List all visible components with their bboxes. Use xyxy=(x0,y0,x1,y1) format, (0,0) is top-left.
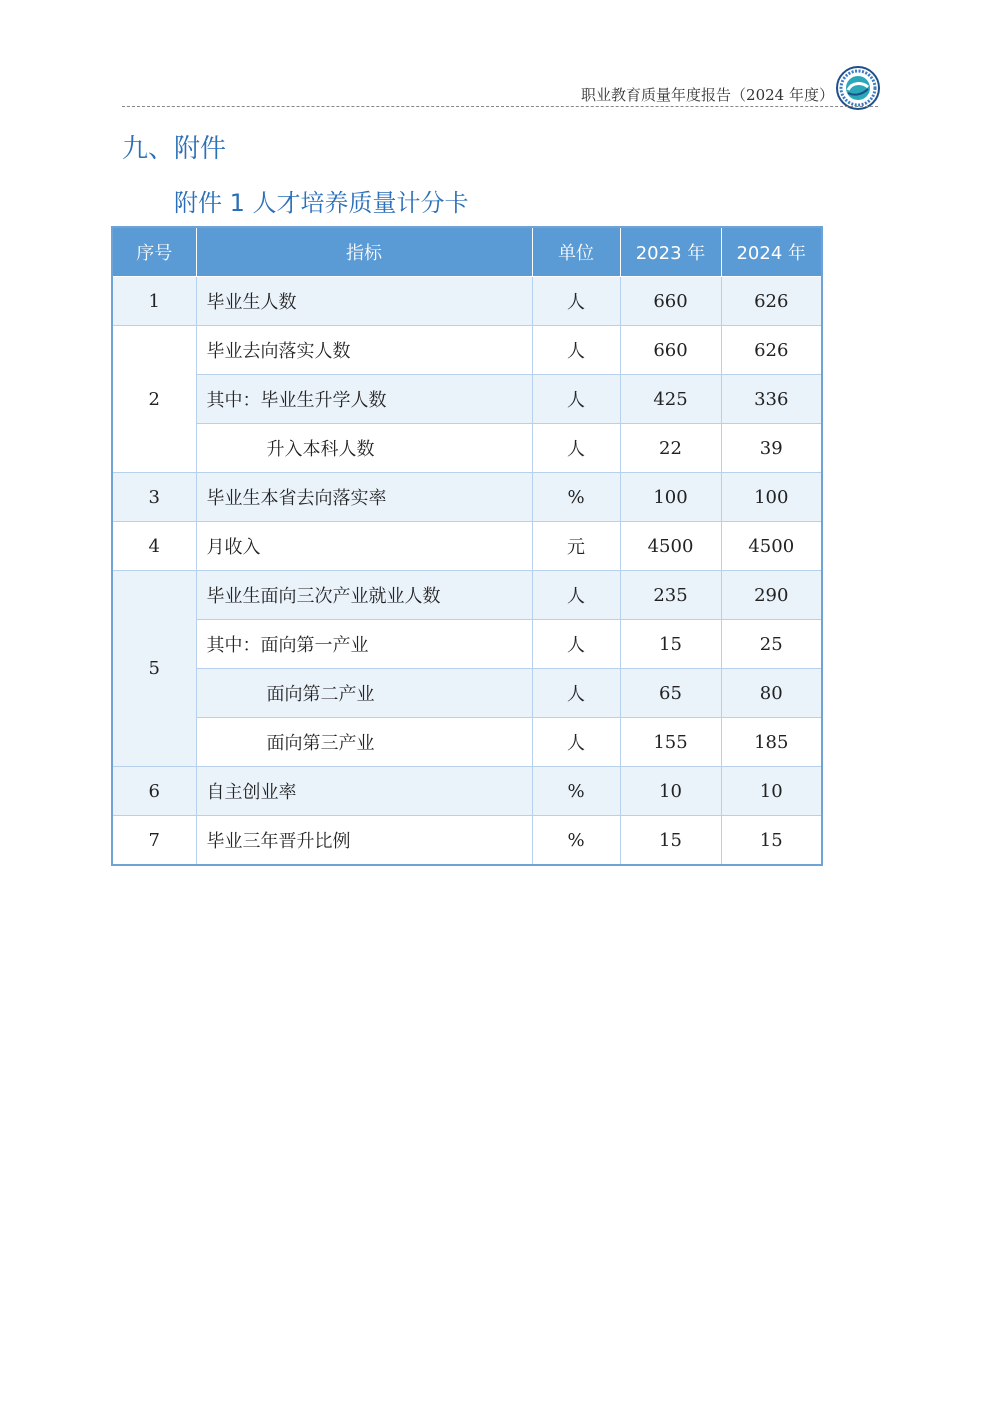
value-2024-cell: 626 xyxy=(721,277,822,326)
value-2024-cell: 626 xyxy=(721,326,822,375)
indicator-cell: 毕业三年晋升比例 xyxy=(196,816,532,866)
unit-cell: 元 xyxy=(532,522,620,571)
indicator-cell: 毕业去向落实人数 xyxy=(196,326,532,375)
value-2023-cell: 660 xyxy=(620,277,721,326)
indicator-cell: 其中：毕业生升学人数 xyxy=(196,375,532,424)
indicator-cell: 自主创业率 xyxy=(196,767,532,816)
value-2023-cell: 660 xyxy=(620,326,721,375)
unit-cell: % xyxy=(532,473,620,522)
indicator-cell: 面向第三产业 xyxy=(196,718,532,767)
indicator-cell: 面向第二产业 xyxy=(196,669,532,718)
value-2024-cell: 39 xyxy=(721,424,822,473)
row-number: 7 xyxy=(112,816,196,866)
scorecard-table xyxy=(111,226,823,866)
value-2023-cell: 425 xyxy=(620,375,721,424)
value-2023-cell: 235 xyxy=(620,571,721,620)
unit-cell: 人 xyxy=(532,571,620,620)
value-2023-cell: 155 xyxy=(620,718,721,767)
value-2024-cell: 25 xyxy=(721,620,822,669)
value-2024-cell: 15 xyxy=(721,816,822,866)
row-number: 5 xyxy=(112,571,196,767)
table-row xyxy=(112,571,822,620)
column-header-indicator: 指标 xyxy=(196,227,532,277)
section-title: 九、附件 xyxy=(122,134,227,164)
column-header-no: 序号 xyxy=(112,227,196,277)
value-2024-cell: 185 xyxy=(721,718,822,767)
table-row xyxy=(112,718,822,767)
unit-cell: 人 xyxy=(532,326,620,375)
indicator-cell: 毕业生本省去向落实率 xyxy=(196,473,532,522)
row-number: 6 xyxy=(112,767,196,816)
value-2023-cell: 65 xyxy=(620,669,721,718)
header-title: 职业教育质量年度报告（2024 年度） xyxy=(581,86,834,104)
value-2024-cell: 4500 xyxy=(721,522,822,571)
value-2024-cell: 290 xyxy=(721,571,822,620)
table-row xyxy=(112,326,822,375)
table-row xyxy=(112,522,822,571)
table-row xyxy=(112,767,822,816)
value-2023-cell: 100 xyxy=(620,473,721,522)
indicator-cell: 其中：面向第一产业 xyxy=(196,620,532,669)
table-row xyxy=(112,620,822,669)
appendix-title: 附件 1 人才培养质量计分卡 xyxy=(174,189,469,217)
row-number: 1 xyxy=(112,277,196,326)
value-2023-cell: 15 xyxy=(620,816,721,866)
indicator-cell: 毕业生人数 xyxy=(196,277,532,326)
value-2024-cell: 10 xyxy=(721,767,822,816)
table-row xyxy=(112,669,822,718)
school-emblem-icon xyxy=(836,66,880,110)
table-header-row xyxy=(112,227,822,277)
value-2023-cell: 15 xyxy=(620,620,721,669)
value-2024-cell: 80 xyxy=(721,669,822,718)
row-number: 4 xyxy=(112,522,196,571)
value-2023-cell: 22 xyxy=(620,424,721,473)
value-2024-cell: 100 xyxy=(721,473,822,522)
column-header-2024: 2024 年 xyxy=(721,227,822,277)
unit-cell: 人 xyxy=(532,277,620,326)
unit-cell: 人 xyxy=(532,424,620,473)
column-header-2023: 2023 年 xyxy=(620,227,721,277)
unit-cell: % xyxy=(532,767,620,816)
unit-cell: 人 xyxy=(532,620,620,669)
table-row xyxy=(112,473,822,522)
table-row xyxy=(112,424,822,473)
indicator-cell: 毕业生面向三次产业就业人数 xyxy=(196,571,532,620)
row-number: 2 xyxy=(112,326,196,473)
value-2023-cell: 10 xyxy=(620,767,721,816)
row-number: 3 xyxy=(112,473,196,522)
table-row xyxy=(112,277,822,326)
indicator-cell: 月收入 xyxy=(196,522,532,571)
value-2023-cell: 4500 xyxy=(620,522,721,571)
table-row xyxy=(112,375,822,424)
unit-cell: 人 xyxy=(532,669,620,718)
value-2024-cell: 336 xyxy=(721,375,822,424)
unit-cell: 人 xyxy=(532,375,620,424)
unit-cell: % xyxy=(532,816,620,866)
indicator-cell: 升入本科人数 xyxy=(196,424,532,473)
unit-cell: 人 xyxy=(532,718,620,767)
table-row xyxy=(112,816,822,866)
column-header-unit: 单位 xyxy=(532,227,620,277)
header-divider xyxy=(122,106,878,107)
